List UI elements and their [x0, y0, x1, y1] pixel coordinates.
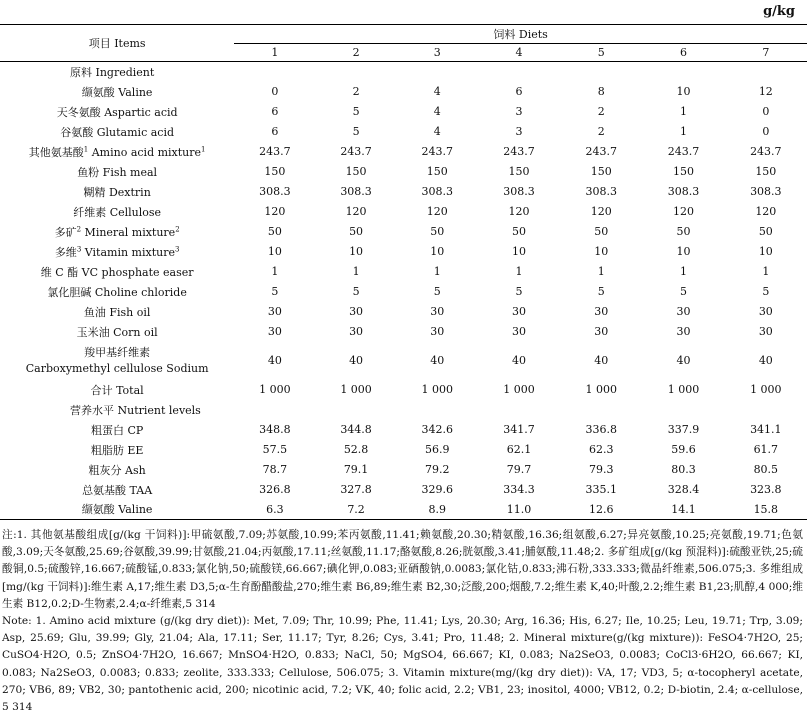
table-cell: 0 — [271, 85, 279, 98]
table-cell: 57.5 — [262, 443, 288, 456]
table-cell: 308.3 — [585, 185, 617, 198]
table-cell: 30 — [512, 305, 526, 318]
table-cell: 15.8 — [725, 500, 807, 520]
table-cell: 30 — [512, 325, 526, 338]
notes-english: Note: 1. Amino acid mixture (g/(kg dry diet)): Met, 7.09; Thr, 10.99; Phe, 11.41; Lys, 20.30; Arg, 16.36; His, 6.27; Ile, 10.25; Leu, 19.71; Trp, 3.09; Asp, 25.69; Glu, 39.99; Gly, 21.04; Ala, 17.11; Ser, 11.17; Tyr, 8.26; Cys, 3.41; Pro, 11.48; 2. Mineral mixture(g/(kg mixture)): FeSO4·7H2O, 25; CuSO4·H2O, 0.5; ZnSO4·7H2O, 16.667; MnSO4·H2O, 0.833; NaCl, 50; MgSO4, 66.667; KI, 0.083; Na2SeO3, 0.0083; CoCl3·6H2O, 66.667; KI, 0.083; Na2SeO3, 0.0083; 0.833; zeolite, 333.333; Cellulose, 506.075; 3. Vitamin mixture(mg/(kg dry diet)): VA, 17; VD3, 5; α-tocopheryl acetate, 270; VB6, 89; VB2, 30; pantothenic acid, 200; nicotinic acid, 7.2; VK, 40; folic acid, 2.2; VB1, 23; inositol, 4000; VB12, 0.2; D-biotin, 2.4; α-cellulose, 5 314 — [2, 615, 803, 714]
row-label-text: 粗灰分 Ash — [88, 463, 146, 477]
table-cell: 5 — [597, 285, 605, 298]
table-cell: 80.5 — [753, 463, 779, 476]
table-cell: 4 — [433, 105, 441, 118]
table-cell: 50 — [430, 225, 445, 238]
table-row — [0, 102, 807, 122]
table-cell: 327.8 — [340, 483, 372, 496]
table-cell: 11.0 — [478, 500, 560, 520]
table-cell: 1 — [680, 125, 687, 138]
notes-chinese: 注:1. 其他氨基酸组成[g/(kg 干饲料)]:甲硫氨酸,7.09;苏氨酸,10.99;苯丙氨酸,11.41;赖氨酸,20.30;精氨酸,16.36;组氨酸,6.27;异亮氨酸,10.25;亮氨酸,19.71;色氨酸,3.09;天冬氨酸,25.69;谷氨酸,39.99;甘氨酸,21.04;丙氨酸,17.11;丝氨酸,11.17;酪氨酸,8.26;胱氨酸,3.41;脯氨酸,11.48;2. 多矿组成[g/(kg 预混料)]:硫酸亚铁,25;硫酸铜,0.5;硫酸锌,16.667;硫酸锰,0.833;氯化钠,50;硫酸镁,66.667;碘化钾,0.083;亚硒酸钠,0.0083;氯化钴,0.833;沸石粉,333.333;微晶纤维素,506.075;3. 多维组成[mg/(kg 干饲料)]:维生素 A,17;维生素 D3,5;α-生育酚醋酸盐,270;维生素 B6,89;维生素 B2,30;泛酸,200;烟酸,7.2;维生素 K,40;叶酸,2.2;维生素 B1,23;肌醇,4 000;维生素 B12,0.2;D-生物素,2.4;α-纤维素,5 314 — [2, 529, 803, 610]
row-label-text: 谷氨酸 Glutamic acid — [60, 125, 174, 139]
table-cell: 5 — [433, 285, 441, 298]
table-row — [0, 122, 807, 142]
table-row — [0, 182, 807, 202]
table-cell: 342.6 — [421, 423, 454, 436]
table-cell: 337.9 — [667, 423, 700, 436]
table-cell: 308.3 — [259, 185, 291, 198]
table-cell: 120 — [345, 205, 367, 218]
diet-number-header: 3 — [397, 44, 478, 62]
table-cell: 5 — [680, 285, 687, 298]
diet-number-header: 6 — [642, 44, 724, 62]
footnote-mark: 2 — [76, 224, 82, 233]
table-cell: 5 — [352, 285, 360, 298]
row-label-text: 其他氨基酸 — [28, 145, 84, 159]
row-label-text: 纤维素 Cellulose — [73, 205, 162, 219]
table-cell: 0 — [762, 125, 770, 138]
diet-composition-table — [0, 24, 807, 520]
row-label-en: Mineral mixture — [81, 225, 176, 239]
section-title: 原料 Ingredient — [70, 65, 155, 79]
table-cell: 30 — [267, 325, 282, 338]
row-label — [0, 342, 234, 380]
table-cell: 150 — [264, 165, 286, 178]
diet-number-header: 7 — [725, 44, 807, 62]
table-cell: 4 — [433, 85, 441, 98]
table-cell: 150 — [590, 165, 612, 178]
table-cell: 1 000 — [585, 383, 617, 396]
table-cell: 150 — [508, 165, 530, 178]
table-cell: 7.2 — [315, 500, 396, 520]
table-row — [0, 162, 807, 182]
table-cell: 40 — [512, 354, 526, 367]
table-cell: 4 — [433, 125, 441, 138]
footnote-mark: 1 — [201, 144, 206, 153]
table-cell: 341.7 — [503, 423, 535, 436]
table-cell: 1 — [597, 265, 605, 278]
table-row — [0, 142, 807, 162]
row-label — [0, 302, 234, 322]
table-cell: 50 — [758, 225, 773, 238]
table-cell: 1 — [515, 265, 523, 278]
table-cell: 10 — [430, 245, 445, 258]
row-label-text: 粗蛋白 CP — [90, 423, 144, 437]
row-label — [0, 222, 234, 242]
row-label — [0, 122, 234, 142]
table-cell: 79.2 — [425, 463, 450, 476]
footnote-mark: 3 — [76, 244, 82, 253]
table-cell: 40 — [594, 354, 609, 367]
table-cell: 150 — [345, 165, 367, 178]
table-cell: 243.7 — [503, 145, 535, 158]
row-label — [0, 102, 234, 122]
table-cell: 50 — [512, 225, 526, 238]
row-label-text: 糊精 Dextrin — [83, 185, 151, 199]
row-label — [0, 162, 234, 182]
table-cell: 243.7 — [585, 145, 617, 158]
footnote-mark: 2 — [175, 224, 180, 233]
table-cell: 1 — [762, 265, 770, 278]
table-cell: 243.7 — [750, 145, 782, 158]
table-cell: 335.1 — [585, 483, 617, 496]
table-cell: 2 — [597, 105, 605, 118]
table-cell: 1 000 — [750, 383, 782, 396]
table-row — [0, 82, 807, 102]
table-row — [0, 242, 807, 262]
table-cell: 120 — [755, 205, 777, 218]
row-label — [0, 460, 234, 480]
table-cell: 79.1 — [343, 463, 369, 476]
row-label-text: 多矿 — [54, 225, 77, 239]
row-label-text: 天冬氨酸 Aspartic acid — [56, 105, 178, 119]
row-label — [0, 440, 234, 460]
table-row — [0, 282, 807, 302]
table-cell: 14.1 — [642, 500, 724, 520]
table-cell: 59.6 — [671, 443, 696, 456]
table-cell: 12.6 — [560, 500, 642, 520]
table-cell: 308.3 — [667, 185, 700, 198]
table-cell: 1 — [271, 265, 279, 278]
table-cell: 30 — [758, 325, 773, 338]
row-label — [0, 380, 234, 400]
table-cell: 243.7 — [340, 145, 372, 158]
table-cell: 30 — [676, 325, 691, 338]
table-cell: 120 — [590, 205, 612, 218]
row-label-text: 缬氨酸 Valine — [81, 85, 153, 99]
table-cell: 5 — [271, 285, 279, 298]
row-label — [0, 480, 234, 500]
table-cell: 0 — [762, 105, 770, 118]
table-cell: 1 000 — [503, 383, 535, 396]
diet-number-header: 4 — [478, 44, 560, 62]
table-cell: 1 000 — [421, 383, 454, 396]
table-cell: 308.3 — [503, 185, 535, 198]
table-notes — [2, 527, 803, 716]
table-cell: 50 — [594, 225, 609, 238]
diet-number-header: 2 — [315, 44, 396, 62]
table-body — [0, 62, 807, 520]
row-label-en: Carboxymethyl cellulose Sodium — [25, 361, 209, 375]
table-cell: 323.8 — [750, 483, 782, 496]
table-row — [0, 342, 807, 380]
diets-group-header: 饲料 Diets — [234, 25, 807, 44]
table-cell: 40 — [676, 354, 691, 367]
row-label-text: 多维 — [54, 245, 77, 259]
table-cell: 79.3 — [589, 463, 614, 476]
table-row — [0, 480, 807, 500]
table-cell: 30 — [758, 305, 773, 318]
table-row — [0, 440, 807, 460]
table-row — [0, 302, 807, 322]
table-cell: 30 — [676, 305, 691, 318]
table-cell: 336.8 — [585, 423, 617, 436]
row-label — [0, 142, 234, 162]
table-cell: 1 — [433, 265, 441, 278]
table-cell: 30 — [267, 305, 282, 318]
table-cell: 5 — [762, 285, 770, 298]
table-cell: 61.7 — [753, 443, 779, 456]
row-label — [0, 262, 234, 282]
table-cell: 50 — [676, 225, 691, 238]
row-label — [0, 202, 234, 222]
table-cell: 10 — [676, 85, 691, 98]
table-row — [0, 202, 807, 222]
row-label — [0, 82, 234, 102]
table-cell: 30 — [430, 325, 445, 338]
row-label — [0, 500, 234, 520]
section-title: 营养水平 Nutrient levels — [70, 403, 201, 417]
footnote-mark: 1 — [83, 144, 89, 153]
table-cell: 243.7 — [421, 145, 454, 158]
table-cell: 50 — [267, 225, 282, 238]
row-label-text: 维 C 酯 VC phosphate easer — [40, 265, 194, 279]
table-cell: 1 000 — [259, 383, 291, 396]
table-cell: 348.8 — [259, 423, 291, 436]
row-label — [0, 242, 234, 262]
table-row — [0, 262, 807, 282]
table-cell: 5 — [352, 125, 360, 138]
table-cell: 3 — [515, 105, 523, 118]
row-label-text: 鱼粉 Fish meal — [77, 165, 158, 179]
row-label-en: Vitamin mixture — [81, 245, 175, 259]
table-cell: 1 000 — [667, 383, 700, 396]
table-cell: 10 — [512, 245, 526, 258]
unit-label: g/kg — [763, 4, 795, 19]
table-cell: 308.3 — [750, 185, 782, 198]
row-label — [0, 420, 234, 440]
table-cell: 120 — [264, 205, 286, 218]
table-cell: 341.1 — [750, 423, 782, 436]
table-row — [0, 380, 807, 400]
table-cell: 30 — [349, 305, 364, 318]
table-cell: 40 — [758, 354, 773, 367]
table-cell: 78.7 — [262, 463, 288, 476]
table-cell: 30 — [430, 305, 445, 318]
table-cell: 52.8 — [343, 443, 369, 456]
row-label — [0, 282, 234, 302]
row-label-en: Amino acid mixture — [88, 145, 202, 159]
table-cell: 243.7 — [259, 145, 291, 158]
items-header: 项目 Items — [0, 25, 234, 62]
table-cell: 10 — [349, 245, 364, 258]
row-label-text: 缬氨酸 Valine — [81, 503, 153, 517]
table-cell: 344.8 — [340, 423, 372, 436]
row-label-text: 总氨基酸 TAA — [82, 483, 153, 497]
table-cell: 30 — [594, 305, 609, 318]
table-cell: 10 — [267, 245, 282, 258]
diet-number-header: 1 — [234, 44, 315, 62]
table-cell: 5 — [352, 105, 360, 118]
table-cell: 40 — [430, 354, 445, 367]
table-row — [0, 500, 807, 520]
table-cell: 79.7 — [506, 463, 532, 476]
footnote-mark: 3 — [174, 244, 180, 253]
row-label-text: 氯化胆碱 Choline chloride — [47, 285, 187, 299]
table-cell: 2 — [597, 125, 605, 138]
table-cell: 6 — [271, 125, 279, 138]
table-cell: 308.3 — [421, 185, 454, 198]
table-cell: 308.3 — [340, 185, 372, 198]
table-cell: 6 — [515, 85, 523, 98]
table-cell: 150 — [426, 165, 448, 178]
row-label-text: 合计 Total — [90, 383, 144, 397]
table-cell: 3 — [515, 125, 523, 138]
table-cell: 8.9 — [397, 500, 478, 520]
table-cell: 1 000 — [340, 383, 372, 396]
table-cell: 243.7 — [667, 145, 700, 158]
table-cell: 5 — [515, 285, 523, 298]
table-cell: 8 — [597, 85, 605, 98]
table-row — [0, 222, 807, 242]
row-label — [0, 322, 234, 342]
table-cell: 326.8 — [259, 483, 291, 496]
table-cell: 10 — [594, 245, 609, 258]
table-cell: 10 — [676, 245, 691, 258]
table-cell: 1 — [680, 265, 687, 278]
table-cell: 150 — [673, 165, 694, 178]
table-cell: 150 — [755, 165, 777, 178]
table-cell: 12 — [758, 85, 773, 98]
row-label — [0, 182, 234, 202]
row-label-cn: 羧甲基纤维素 — [84, 345, 151, 359]
table-cell: 2 — [352, 85, 360, 98]
table-cell: 1 — [680, 105, 687, 118]
table-cell: 40 — [267, 354, 282, 367]
table-cell: 30 — [349, 325, 364, 338]
table-cell: 56.9 — [425, 443, 450, 456]
table-cell: 62.3 — [589, 443, 614, 456]
diet-number-header: 5 — [560, 44, 642, 62]
table-cell: 10 — [758, 245, 773, 258]
table-cell: 6.3 — [234, 500, 315, 520]
table-cell: 120 — [508, 205, 530, 218]
table-cell: 62.1 — [506, 443, 532, 456]
row-label-text: 玉米油 Corn oil — [76, 325, 158, 339]
table-cell: 6 — [271, 105, 279, 118]
row-label-text: 鱼油 Fish oil — [83, 305, 151, 319]
table-row — [0, 322, 807, 342]
table-cell: 1 — [352, 265, 360, 278]
table-cell: 334.3 — [503, 483, 535, 496]
row-label-text: 粗脂肪 EE — [90, 443, 144, 457]
table-cell: 80.3 — [671, 463, 696, 476]
table-cell: 40 — [349, 354, 364, 367]
table-cell: 328.4 — [667, 483, 700, 496]
table-row — [0, 420, 807, 440]
table-cell: 120 — [426, 205, 448, 218]
table-cell: 30 — [594, 325, 609, 338]
table-cell: 329.6 — [421, 483, 454, 496]
table-cell: 120 — [673, 205, 694, 218]
table-row — [0, 460, 807, 480]
table-cell: 50 — [349, 225, 364, 238]
